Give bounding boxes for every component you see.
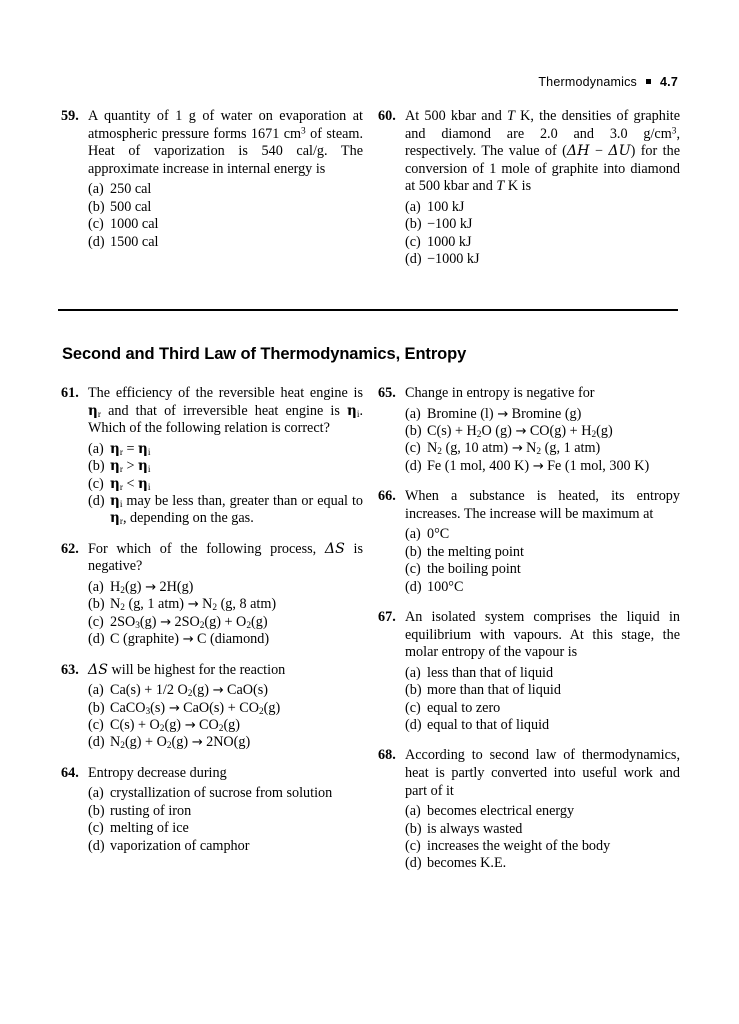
option-list bbox=[405, 665, 680, 735]
square-bullet-icon bbox=[646, 79, 651, 84]
option-c[interactable] bbox=[405, 700, 680, 717]
option-b[interactable] bbox=[405, 544, 680, 561]
question-number: 59. bbox=[61, 108, 79, 124]
main-question-area bbox=[58, 385, 680, 873]
option-d[interactable] bbox=[88, 734, 363, 751]
question-stem: The efficiency of the reversible heat engine is $\eta_r$ and that of irreversible heat engine is $\eta_i$. Which of the following relation is correct? bbox=[88, 385, 363, 437]
question-body bbox=[405, 108, 680, 269]
option-text: $\eta_i$ may be less than, greater than or equal to $\eta_r$, depending on the gas. bbox=[110, 493, 363, 528]
option-text: equal to that of liquid bbox=[427, 717, 550, 734]
option-label: (b) bbox=[405, 682, 422, 699]
option-text: melting of ice bbox=[110, 820, 189, 837]
option-label: (d) bbox=[88, 837, 105, 854]
option-label: (b) bbox=[405, 820, 422, 837]
option-label: (b) bbox=[405, 216, 422, 233]
option-label: (a) bbox=[405, 405, 421, 422]
option-c[interactable] bbox=[405, 561, 680, 578]
option-a[interactable] bbox=[88, 579, 363, 596]
option-d[interactable] bbox=[88, 234, 363, 251]
option-label: (b) bbox=[405, 423, 422, 439]
option-label: (c) bbox=[88, 216, 104, 233]
column-right-main bbox=[375, 385, 680, 873]
option-label: (c) bbox=[405, 233, 421, 250]
option-b[interactable] bbox=[405, 216, 680, 233]
option-text: $2SO_3(g) \to 2SO_2(g) + O_2(g)$ bbox=[110, 613, 268, 631]
question-61 bbox=[58, 385, 363, 528]
option-c[interactable] bbox=[405, 234, 680, 251]
option-a[interactable] bbox=[405, 526, 680, 543]
option-text: less than that of liquid bbox=[427, 664, 554, 681]
option-a[interactable] bbox=[405, 406, 680, 423]
option-d[interactable] bbox=[88, 493, 363, 528]
option-list bbox=[88, 785, 363, 855]
question-64 bbox=[58, 765, 363, 855]
option-label: (a) bbox=[88, 579, 104, 595]
option-b[interactable] bbox=[88, 803, 363, 820]
option-label: (c) bbox=[405, 838, 421, 855]
option-text: $\eta_r < \eta_i$ bbox=[110, 475, 151, 493]
option-text: 0°C bbox=[427, 526, 450, 543]
option-text: 1000 kJ bbox=[427, 233, 472, 250]
option-c[interactable] bbox=[88, 476, 363, 493]
option-label: (c) bbox=[405, 440, 421, 457]
question-number: 68. bbox=[378, 747, 396, 764]
option-label: (a) bbox=[405, 198, 421, 215]
question-number: 63. bbox=[61, 661, 79, 678]
question-stem: At 500 kbar and T K, the densities of graphite and diamond are 2.0 and 3.0 $g/cm^3$, respectively. The value of (ΔH − ΔU) for the conversion of 1 mole of graphite into diamond at 500 kbar and T K is bbox=[405, 108, 680, 195]
section-divider bbox=[58, 309, 678, 311]
question-body bbox=[88, 541, 363, 649]
option-b[interactable] bbox=[88, 199, 363, 216]
option-label: (d) bbox=[88, 233, 105, 250]
option-c[interactable] bbox=[88, 820, 363, 837]
question-body bbox=[405, 609, 680, 734]
option-d[interactable] bbox=[405, 579, 680, 596]
question-body bbox=[88, 662, 363, 752]
question-body bbox=[88, 765, 363, 855]
question-number: 61. bbox=[61, 385, 79, 401]
question-number: 66. bbox=[378, 488, 396, 505]
option-label: (d) bbox=[405, 457, 422, 474]
option-label: (d) bbox=[405, 717, 422, 734]
question-body bbox=[405, 488, 680, 596]
option-text: more than that of liquid bbox=[427, 682, 561, 699]
question-stem: An isolated system comprises the liquid in equilibrium with vapours. At this stage, the molar entropy of the vapour is bbox=[405, 609, 680, 661]
option-text: the melting point bbox=[427, 543, 524, 560]
option-list bbox=[405, 199, 680, 269]
option-text: is always wasted bbox=[427, 820, 523, 837]
content-area bbox=[58, 108, 680, 269]
option-text: C (graphite) → C (diamond) bbox=[110, 631, 270, 648]
question-stem: For which of the following process, ΔS is negative? bbox=[88, 540, 363, 575]
option-text: $\eta_r = \eta_i$ bbox=[110, 440, 151, 458]
option-a[interactable] bbox=[88, 181, 363, 198]
question-number: 60. bbox=[378, 108, 396, 124]
question-62 bbox=[58, 541, 363, 649]
option-text: equal to zero bbox=[427, 699, 501, 716]
option-list bbox=[88, 682, 363, 752]
option-c[interactable] bbox=[405, 838, 680, 855]
option-text: 1000 cal bbox=[110, 216, 159, 233]
option-b[interactable] bbox=[88, 458, 363, 475]
option-c[interactable] bbox=[405, 440, 680, 457]
question-stem: Change in entropy is negative for bbox=[405, 385, 595, 401]
question-number: 65. bbox=[378, 385, 396, 401]
option-label: (c) bbox=[88, 613, 104, 630]
question-stem: According to second law of thermodynamics, heat is partly converted into useful work and part of it bbox=[405, 747, 680, 799]
option-b[interactable] bbox=[405, 682, 680, 699]
question-number: 67. bbox=[378, 609, 396, 626]
option-list bbox=[88, 181, 363, 251]
option-text: 500 cal bbox=[110, 198, 152, 215]
option-text: crystallization of sucrose from solution bbox=[110, 785, 333, 802]
option-d[interactable] bbox=[88, 631, 363, 648]
option-text: becomes K.E. bbox=[427, 855, 507, 872]
option-text: Bromine (l) → Bromine (g) bbox=[427, 405, 582, 422]
option-label: (a) bbox=[405, 803, 421, 820]
option-d[interactable] bbox=[405, 251, 680, 268]
option-text: increases the weight of the body bbox=[427, 838, 611, 855]
option-a[interactable] bbox=[88, 682, 363, 699]
option-label: (d) bbox=[405, 578, 422, 595]
option-text: $H_2(g) \to 2H(g)$ bbox=[110, 579, 194, 597]
question-body bbox=[405, 747, 680, 872]
option-text: 100°C bbox=[427, 578, 464, 595]
question-stem: A quantity of 1 g of water on evaporation at atmospheric pressure forms 1671 $cm^3$ of steam. Heat of vaporization is 540 cal/g. The approximate increase in internal energy is bbox=[88, 108, 363, 177]
question-65 bbox=[375, 385, 680, 475]
option-label: (c) bbox=[88, 717, 104, 734]
option-label: (d) bbox=[88, 734, 105, 751]
option-label: (a) bbox=[88, 181, 104, 198]
option-a[interactable] bbox=[405, 199, 680, 216]
option-label: (b) bbox=[405, 543, 422, 560]
option-text: Fe (1 mol, 400 K) → Fe (1 mol, 300 K) bbox=[427, 457, 650, 474]
page-number: 4.7 bbox=[660, 75, 678, 89]
option-d[interactable] bbox=[405, 458, 680, 475]
question-59 bbox=[58, 108, 363, 251]
option-label: (c) bbox=[88, 475, 104, 492]
option-b[interactable] bbox=[88, 700, 363, 717]
option-list bbox=[88, 441, 363, 528]
option-label: (a) bbox=[88, 785, 104, 802]
running-head-title: Thermodynamics bbox=[538, 75, 638, 89]
option-label: (c) bbox=[405, 699, 421, 716]
option-label: (a) bbox=[88, 682, 104, 699]
top-question-columns bbox=[58, 108, 680, 269]
question-stem: When a substance is heated, its entropy increases. The increase will be maximum at bbox=[405, 488, 680, 522]
option-list bbox=[405, 803, 680, 873]
question-63 bbox=[58, 662, 363, 752]
question-body bbox=[88, 108, 363, 251]
option-text: Ca(s) + 1/2 $O_2(g) \to CaO(s)$ bbox=[110, 682, 268, 700]
option-text: $N_2$ (g, 1 $atm) \to N_2$ (g, 8 atm) bbox=[110, 596, 277, 614]
option-text: 1500 cal bbox=[110, 233, 159, 250]
column-left-top bbox=[58, 108, 363, 251]
question-body bbox=[88, 385, 363, 528]
column-left-main bbox=[58, 385, 363, 855]
option-label: (a) bbox=[88, 440, 104, 457]
question-stem: ΔS will be highest for the reaction bbox=[88, 661, 286, 678]
option-d[interactable] bbox=[405, 855, 680, 872]
question-number: 64. bbox=[61, 764, 79, 781]
question-67 bbox=[375, 609, 680, 734]
option-label: (c) bbox=[88, 820, 104, 837]
option-text: $N_2(g) + O_2(g) \to 2NO(g)$ bbox=[110, 734, 251, 752]
option-label: (b) bbox=[88, 596, 105, 613]
option-text: CaCO$_3$(s) → $CaO(s) + CO_2(g)$ bbox=[110, 699, 281, 717]
option-text: −1000 kJ bbox=[427, 251, 480, 268]
option-label: (d) bbox=[88, 493, 105, 509]
main-question-columns bbox=[58, 385, 680, 873]
option-label: (b) bbox=[88, 458, 105, 475]
option-list bbox=[405, 406, 680, 476]
option-label: (b) bbox=[88, 198, 105, 215]
question-stem: Entropy decrease during bbox=[88, 764, 227, 781]
question-66 bbox=[375, 488, 680, 596]
option-text: the boiling point bbox=[427, 561, 521, 578]
option-label: (b) bbox=[88, 699, 105, 716]
option-text: becomes electrical energy bbox=[427, 803, 575, 820]
column-right-top bbox=[375, 108, 680, 269]
option-list bbox=[88, 579, 363, 649]
option-b[interactable] bbox=[405, 423, 680, 440]
option-text: $\eta_r > \eta_i$ bbox=[110, 458, 151, 476]
option-text: 100 kJ bbox=[427, 198, 465, 215]
option-c[interactable] bbox=[88, 216, 363, 233]
option-text: 250 cal bbox=[110, 181, 152, 198]
option-label: (d) bbox=[405, 251, 422, 268]
option-c[interactable] bbox=[88, 614, 363, 631]
question-body bbox=[405, 385, 680, 475]
option-d[interactable] bbox=[88, 838, 363, 855]
option-a[interactable] bbox=[88, 785, 363, 802]
option-label: (a) bbox=[405, 526, 421, 543]
option-label: (a) bbox=[405, 664, 421, 681]
option-text: $N_2$ (g, 10 $atm) \to N_2$ (g, 1 atm) bbox=[427, 440, 601, 458]
option-list bbox=[405, 526, 680, 596]
question-60 bbox=[375, 108, 680, 269]
option-text: −100 kJ bbox=[427, 216, 473, 233]
option-label: (c) bbox=[405, 561, 421, 578]
option-c[interactable] bbox=[88, 717, 363, 734]
option-b[interactable] bbox=[88, 596, 363, 613]
option-text: vaporization of camphor bbox=[110, 837, 250, 854]
option-label: (d) bbox=[405, 855, 422, 872]
option-text: $C(s) + O_2(g) \to CO_2(g)$ bbox=[110, 717, 240, 735]
option-label: (d) bbox=[88, 631, 105, 648]
option-a[interactable] bbox=[405, 803, 680, 820]
option-text: rusting of iron bbox=[110, 802, 192, 819]
option-b[interactable] bbox=[405, 821, 680, 838]
question-68 bbox=[375, 747, 680, 872]
section-heading: Second and Third Law of Thermodynamics, Entropy bbox=[62, 345, 467, 363]
option-d[interactable] bbox=[405, 717, 680, 734]
option-a[interactable] bbox=[88, 441, 363, 458]
question-number: 62. bbox=[61, 540, 79, 557]
option-text: $C(s) + H_2O$ $(g) \to CO(g) + H_2(g)$ bbox=[427, 423, 613, 441]
option-a[interactable] bbox=[405, 665, 680, 682]
option-label: (b) bbox=[88, 802, 105, 819]
running-head bbox=[538, 75, 678, 89]
